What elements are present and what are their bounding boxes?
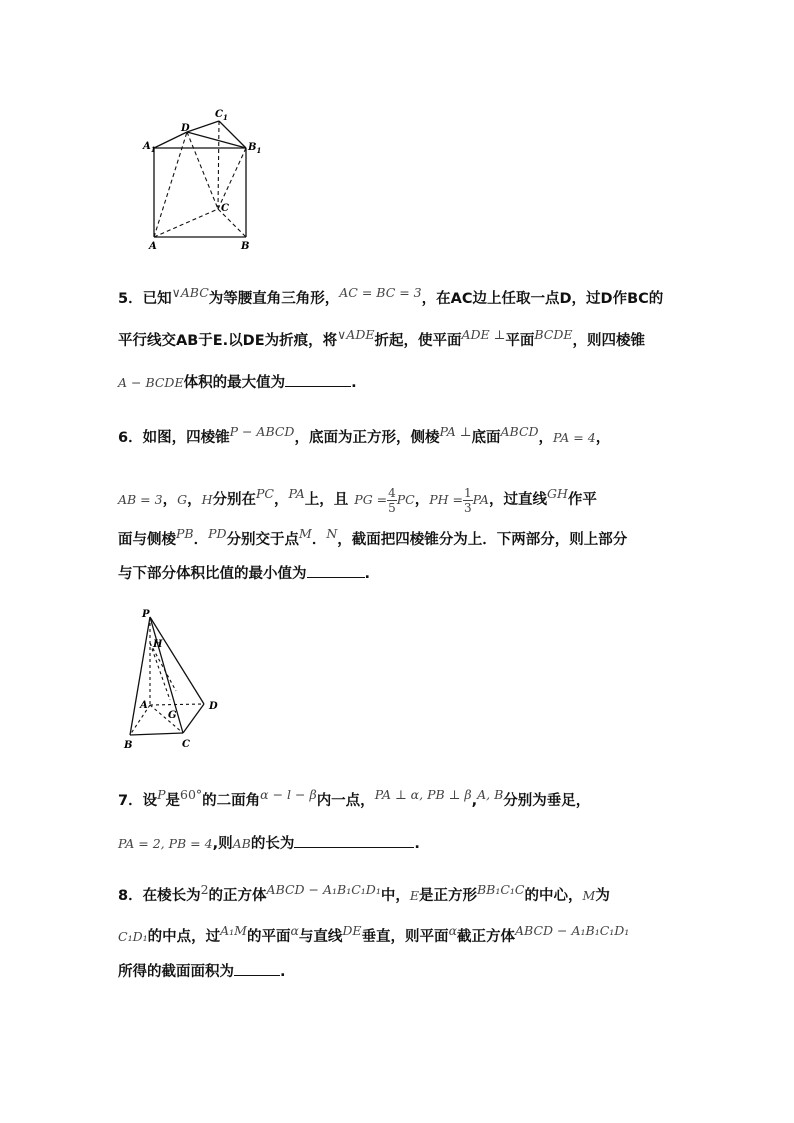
q5-text: 平面 bbox=[505, 333, 535, 349]
q5-math-triangle-abc: ∨ABC bbox=[171, 285, 209, 300]
q5-text: 折起，使平面 bbox=[374, 333, 462, 349]
q5-text: 平行线交AB于E.以DE为折痕，将 bbox=[118, 333, 338, 349]
q7-answer-blank[interactable] bbox=[294, 833, 414, 848]
q6-line-3 bbox=[118, 526, 628, 550]
q6-text: ， bbox=[595, 430, 611, 446]
q5-text: ，则四棱锥 bbox=[572, 333, 646, 349]
q7-text: . bbox=[414, 836, 420, 852]
label-b: B bbox=[241, 241, 250, 252]
q6-text: 面与侧棱 bbox=[118, 532, 176, 548]
q6-text: ，截面把四棱锥分为上．下两部分，则上部分 bbox=[337, 532, 628, 548]
q6-math: PA ⊥ bbox=[439, 424, 472, 439]
q8-text: 截正方体 bbox=[457, 929, 516, 945]
q8-math: A₁M bbox=[220, 923, 247, 938]
q6-math: N bbox=[326, 526, 338, 541]
q8-math: BB₁C₁C bbox=[476, 882, 525, 897]
label-c1: $C_1$ bbox=[215, 109, 228, 122]
q6-text: ， bbox=[538, 430, 554, 446]
q6-fraction-2: PH = bbox=[429, 492, 464, 507]
q6-line-2 bbox=[118, 478, 597, 522]
q7-text: 的长为 bbox=[250, 836, 295, 852]
q8-text: 所得的截面面积为 bbox=[118, 964, 234, 980]
q7-math: PA ⊥ α, PB ⊥ β bbox=[374, 787, 472, 802]
label-c: C bbox=[221, 203, 229, 214]
label-b1: $B_1$ bbox=[248, 142, 262, 155]
q8-text: 垂直，则平面 bbox=[361, 929, 449, 945]
q7-math: 60° bbox=[180, 787, 203, 802]
q6-text: 作平 bbox=[567, 492, 597, 508]
q8-math: 2 bbox=[200, 882, 209, 897]
q5-math-pyramid: A − BCDE bbox=[118, 375, 184, 390]
prism-figure bbox=[140, 105, 270, 255]
label-a1: $A_1$ bbox=[143, 141, 156, 154]
q6-text: ， bbox=[414, 492, 430, 508]
q5-text: ，在AC边上任取一点D，过D作BC的 bbox=[421, 291, 664, 307]
q7-math: PA = 2, PB = 4 bbox=[118, 836, 213, 851]
q6-math: PD bbox=[208, 526, 227, 541]
q8-math: ABCD − A₁B₁C₁D₁ bbox=[266, 882, 381, 897]
q8-text: 为 bbox=[595, 888, 610, 904]
q6-math: AB = 3 bbox=[118, 492, 163, 507]
q8-line-3 bbox=[118, 961, 286, 982]
q7-math: α − l − β bbox=[260, 787, 317, 802]
label-c: C bbox=[182, 739, 190, 750]
q5-math-bcde: BCDE bbox=[534, 327, 573, 342]
label-d: D bbox=[181, 123, 190, 134]
q6-text: ，底面为正方形，侧棱 bbox=[294, 430, 440, 446]
q6-text: 与下部分体积比值的最小值为 bbox=[118, 566, 307, 582]
q5-math-ac-bc: AC = BC = 3 bbox=[339, 285, 422, 300]
q7-text: , bbox=[471, 793, 478, 809]
q8-text: . bbox=[280, 964, 286, 980]
q7-text: 内一点， bbox=[316, 793, 375, 809]
q6-math: GH bbox=[546, 486, 568, 501]
label-a: A bbox=[140, 700, 148, 711]
q8-text: 与直线 bbox=[298, 929, 343, 945]
q6-math: PA bbox=[288, 486, 305, 501]
q7-number: 7．设 bbox=[118, 793, 158, 809]
q6-text: ． bbox=[193, 532, 209, 548]
q6-text: 上，且 bbox=[304, 492, 349, 508]
q6-math: PB bbox=[176, 526, 194, 541]
q6-math: M bbox=[299, 526, 312, 541]
q5-number: 5．已知 bbox=[118, 291, 172, 307]
q7-line-1 bbox=[118, 787, 591, 811]
q6-math: P − ABCD bbox=[229, 424, 295, 439]
q5-math-triangle-ade: ∨ADE bbox=[337, 327, 375, 342]
q6-text: 分别在 bbox=[212, 492, 256, 508]
q6-answer-blank[interactable] bbox=[307, 563, 365, 578]
q6-math: PA = 4 bbox=[553, 430, 596, 445]
q5-line-3 bbox=[118, 372, 357, 393]
q5-line-1 bbox=[118, 285, 664, 309]
q7-math: P bbox=[157, 787, 166, 802]
q6-math: PC bbox=[256, 486, 274, 501]
q5-answer-blank[interactable] bbox=[285, 372, 351, 387]
label-h: H bbox=[153, 639, 163, 650]
q7-math: A, B bbox=[477, 787, 504, 802]
label-d: D bbox=[209, 701, 218, 712]
q6-text: ， bbox=[187, 492, 202, 508]
q8-math: α bbox=[448, 923, 458, 938]
q7-text: ,则 bbox=[212, 836, 233, 852]
q6-fraction-2: $\frac{1}{3}$ bbox=[464, 485, 472, 515]
q8-text: 的中心， bbox=[524, 888, 583, 904]
q8-text: 的中点，过 bbox=[147, 929, 221, 945]
q5-text: 体积的最大值为 bbox=[183, 375, 286, 391]
q8-line-1 bbox=[118, 882, 610, 906]
q6-fraction-1: $\frac{4}{5}$ bbox=[388, 485, 396, 515]
q6-number: 6．如图，四棱锥 bbox=[118, 430, 230, 446]
q6-text: ， bbox=[273, 492, 289, 508]
label-p: P bbox=[142, 609, 150, 620]
q5-line-2 bbox=[118, 327, 646, 351]
q6-math: ABCD bbox=[500, 424, 539, 439]
q5-text: 为等腰直角三角形， bbox=[208, 291, 340, 307]
q8-math: E bbox=[409, 888, 419, 903]
q6-line-4 bbox=[118, 563, 370, 584]
q6-fraction-1: PG = bbox=[354, 492, 388, 507]
q6-fraction-2: PA bbox=[472, 492, 489, 507]
q6-text: ， bbox=[162, 492, 178, 508]
q8-math: C₁D₁ bbox=[118, 929, 148, 944]
q8-math: DE bbox=[342, 923, 362, 938]
q7-text: 的二面角 bbox=[202, 793, 261, 809]
q6-text: ． bbox=[311, 532, 327, 548]
q6-text: 分别交于点 bbox=[226, 532, 300, 548]
q8-answer-blank[interactable] bbox=[234, 961, 280, 976]
label-b: B bbox=[124, 740, 133, 751]
q8-math: M bbox=[582, 888, 596, 903]
q6-math: H bbox=[201, 492, 213, 507]
label-g: G bbox=[168, 710, 177, 721]
q7-math: AB bbox=[232, 836, 251, 851]
q5-math-ade-perp: ADE ⊥ bbox=[461, 327, 506, 342]
q8-math: ABCD − A₁B₁C₁D₁ bbox=[515, 923, 630, 938]
q8-math: α bbox=[290, 923, 299, 938]
label-a: A bbox=[149, 241, 157, 252]
pyramid-figure bbox=[118, 605, 228, 755]
q7-text: 是 bbox=[165, 793, 181, 809]
q8-line-2 bbox=[118, 923, 630, 947]
q8-number: 8．在棱长为 bbox=[118, 888, 201, 904]
q6-math: G bbox=[177, 492, 188, 507]
q6-line-1 bbox=[118, 424, 611, 448]
q8-text: 的平面 bbox=[246, 929, 291, 945]
q7-text: 分别为垂足， bbox=[503, 793, 591, 809]
q8-text: 的正方体 bbox=[208, 888, 267, 904]
q7-line-2 bbox=[118, 833, 420, 854]
q5-text: . bbox=[351, 375, 357, 391]
q8-text: 是正方形 bbox=[418, 888, 477, 904]
q6-text: ，过直线 bbox=[488, 492, 547, 508]
q6-fraction-1: PC bbox=[396, 492, 415, 507]
q8-text: 中， bbox=[380, 888, 410, 904]
q6-text: . bbox=[364, 566, 371, 582]
q6-text: 底面 bbox=[471, 430, 501, 446]
